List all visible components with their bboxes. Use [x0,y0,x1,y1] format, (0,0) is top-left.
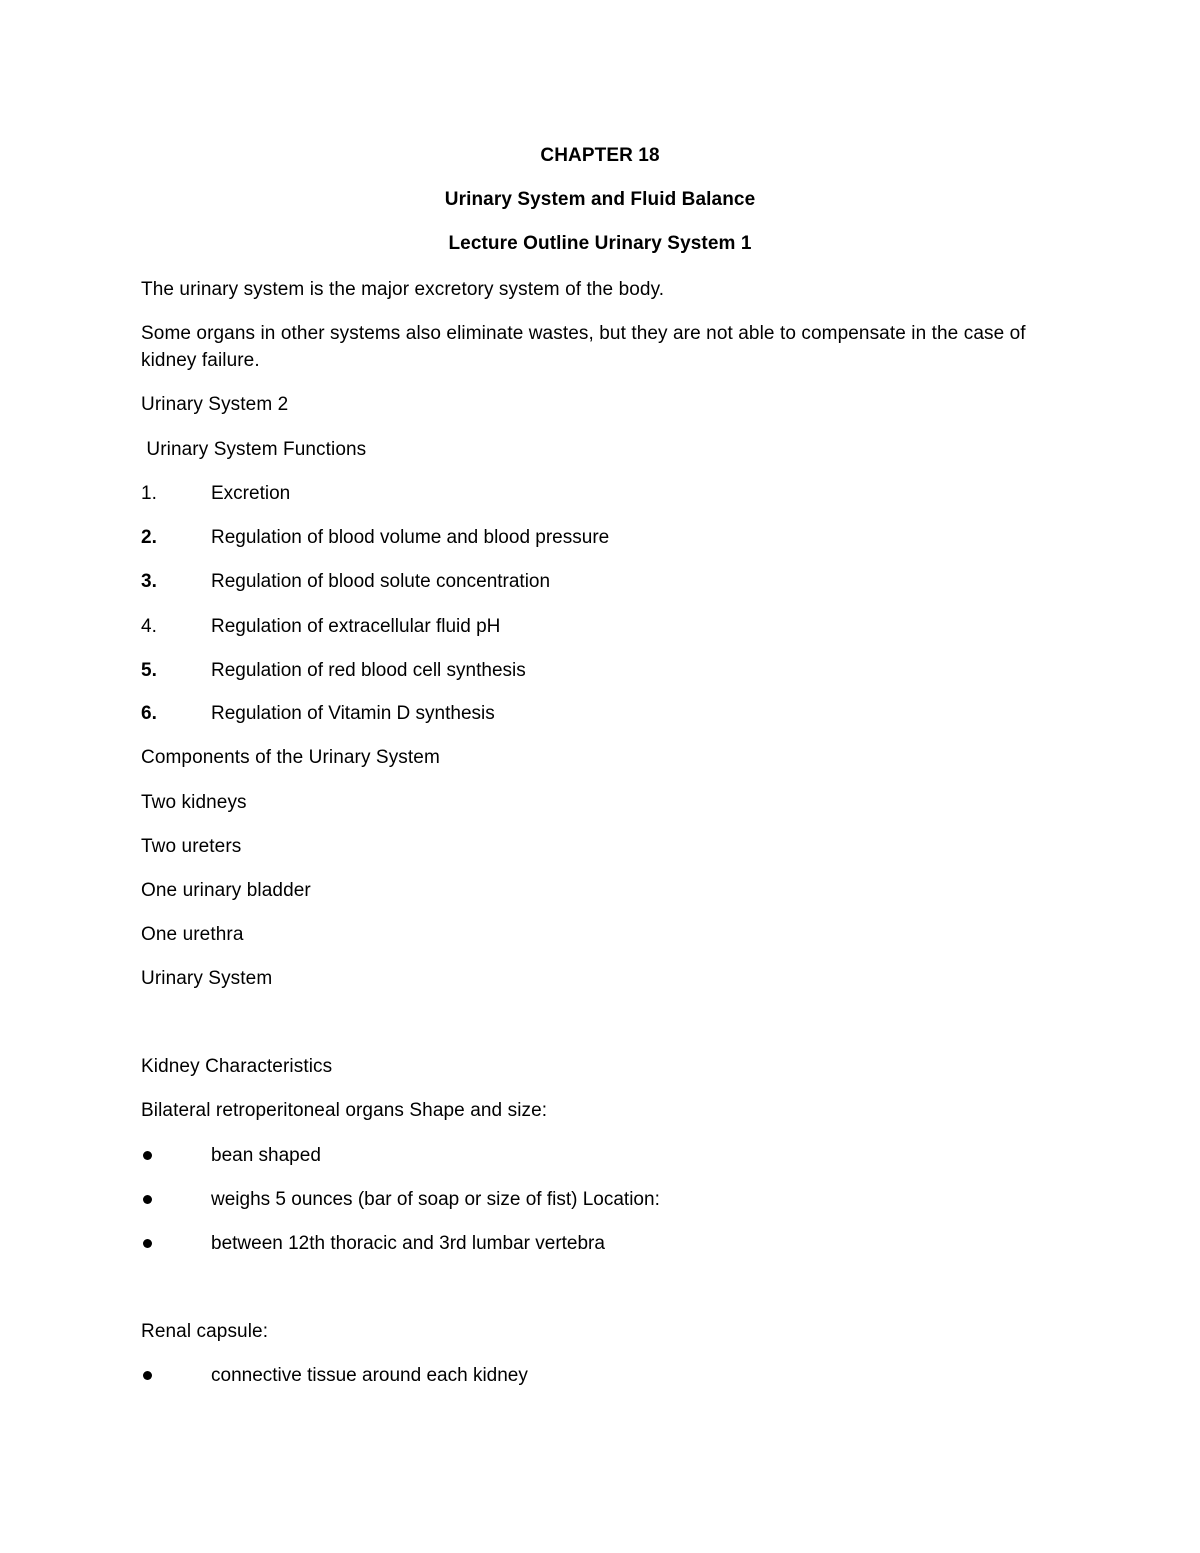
list-item-text: Regulation of Vitamin D synthesis [211,703,495,724]
list-item-text: weighs 5 ounces (bar of soap or size of fist) Location: [211,1189,660,1210]
list-item-text: Regulation of extracellular fluid pH [211,616,501,637]
urinary-system-heading: Urinary System [141,968,273,989]
list-item-text: Regulation of blood solute concentration [211,571,551,592]
list-item-text: between 12th thoracic and 3rd lumbar vertebra [211,1233,605,1254]
lecture-outline-heading: Lecture Outline Urinary System 1 [448,233,752,254]
section-heading-urinary-system-2: Urinary System 2 [141,394,289,415]
bullet-icon [143,1371,152,1380]
list-item-text: Regulation of blood volume and blood pressure [211,527,610,548]
document-title: Urinary System and Fluid Balance [444,189,756,210]
renal-capsule-heading: Renal capsule: [141,1321,269,1342]
kidney-intro: Bilateral retroperitoneal organs Shape and size: [141,1100,548,1121]
list-number: 4. [141,616,157,637]
intro-paragraph: The urinary system is the major excretory system of the body. [141,279,665,300]
component-item: One urethra [141,924,244,945]
component-item: Two ureters [141,836,242,857]
kidney-characteristics-heading: Kidney Characteristics [141,1056,333,1077]
list-item-text: bean shaped [211,1145,321,1166]
list-item-text: Regulation of red blood cell synthesis [211,660,526,681]
components-heading: Components of the Urinary System [141,747,440,768]
functions-heading: Urinary System Functions [141,439,367,460]
list-item-text: Excretion [211,483,291,504]
chapter-heading: CHAPTER 18 [540,145,660,166]
bullet-icon [143,1151,152,1160]
wastes-paragraph-line-2: kidney failure. [141,350,260,371]
bullet-icon [143,1195,152,1204]
bullet-icon [143,1239,152,1248]
component-item: One urinary bladder [141,880,311,901]
list-number: 1. [141,483,157,504]
list-number: 3. [141,571,157,592]
list-number: 2. [141,527,157,548]
list-item-text: connective tissue around each kidney [211,1365,528,1386]
component-item: Two kidneys [141,792,247,813]
list-number: 5. [141,660,157,681]
wastes-paragraph-line-1: Some organs in other systems also eliminate wastes, but they are not able to compensate in the case of [141,323,1026,344]
list-number: 6. [141,703,157,724]
